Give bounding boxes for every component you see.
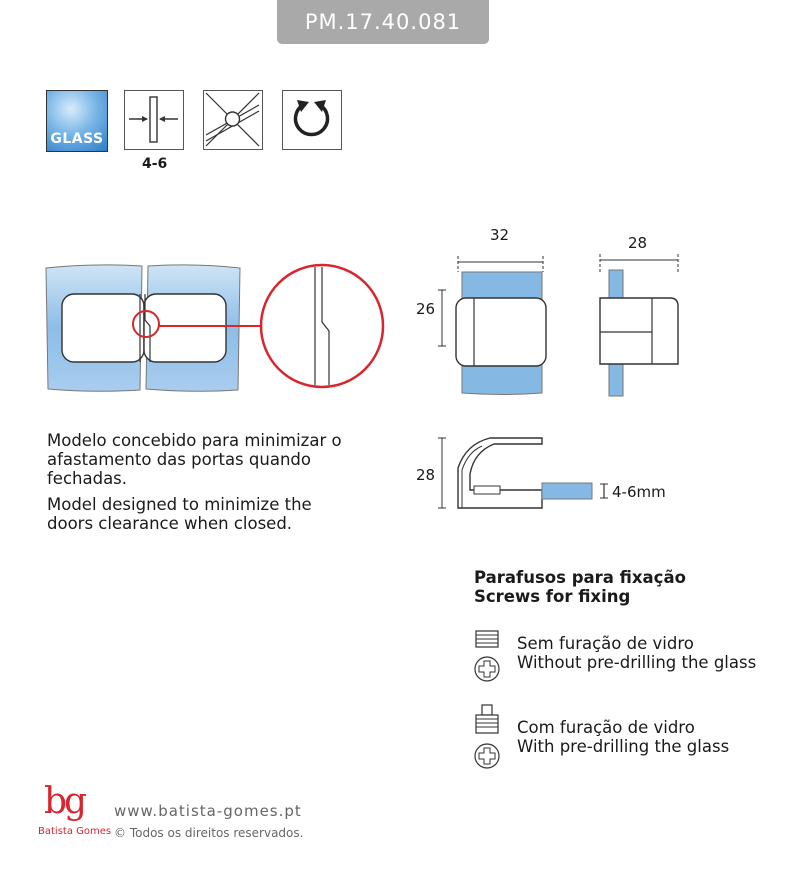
- screws-title-en: Screws for fixing: [474, 587, 631, 606]
- dimension-front-width: 32: [490, 226, 510, 244]
- rotation-icon: [282, 90, 342, 150]
- screw-with-drilling-pt: Com furação de vidro: [517, 718, 695, 737]
- product-code: PM.17.40.081: [277, 0, 489, 44]
- screw-with-drilling-icon: [472, 703, 502, 771]
- profile-view-drawing: [410, 430, 610, 516]
- dimension-profile-height: 28: [416, 466, 436, 484]
- door-closure-illustration: [44, 262, 394, 394]
- copyright-icon: ©: [114, 826, 126, 840]
- copyright-text: Todos os direitos reservados.: [129, 826, 304, 840]
- copyright-line: [114, 826, 303, 840]
- brand-name: Batista Gomes: [38, 826, 112, 837]
- screws-title-pt: Parafusos para fixação: [474, 568, 686, 587]
- glass-thickness-icon: [124, 90, 184, 150]
- glass-icon: [46, 90, 108, 152]
- screw-without-drilling-icon: [472, 628, 502, 686]
- screw-without-drilling-en: Without pre-drilling the glass: [517, 653, 757, 672]
- description-en: Model designed to minimize the doors clearance when closed.: [47, 495, 312, 533]
- thickness-label: 4-6: [142, 156, 168, 172]
- dimension-glass-thickness: 4-6mm: [612, 483, 666, 501]
- website-link[interactable]: www.batista-gomes.pt: [114, 802, 302, 820]
- dimension-front-height: 26: [416, 300, 436, 318]
- dimension-side-width: 28: [628, 234, 648, 252]
- glass-label: GLASS: [50, 131, 104, 147]
- no-drilling-icon: [203, 90, 263, 150]
- front-view-drawing: [410, 228, 580, 406]
- screw-without-drilling-pt: Sem furação de vidro: [517, 634, 694, 653]
- description-pt: Modelo concebido para minimizar o afastamento das portas quando fechadas.: [47, 431, 342, 488]
- side-view-drawing: [592, 250, 692, 400]
- screw-with-drilling-en: With pre-drilling the glass: [517, 737, 730, 756]
- brand-logo: bg: [44, 781, 85, 822]
